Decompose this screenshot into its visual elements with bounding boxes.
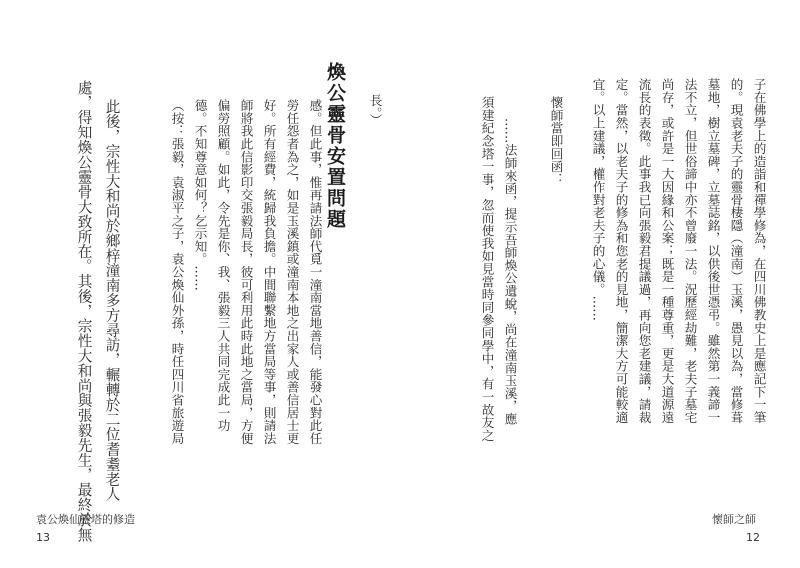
running-title: 袁公煥仙靈塔的修造 [36,513,135,526]
page-number: 12 [746,531,760,544]
reply-line-1: ……法師來函，提示吾師煥公遺蛻，尚在潼南玉溪，應 [502,118,518,426]
note-line-2: 德。不知尊意如何？乞示知。…… [192,99,208,291]
body-line-1: 此後，宗性大和尚於鄉梓潼南多方尋訪，輾轉於二位耆耋老人 [103,99,121,502]
text-line-3: 墓地，樹立墓碑，立墓誌銘，以供後世憑弔。雖然第一義諦一 [705,78,721,424]
text-line-8: 宜。以上建議，權作對老夫子的心儀。…… [590,78,606,322]
section-heading: 煥公靈骨安置問題 [324,62,346,230]
text-line-1: 子在佛學上的造詣和禪學修為，在四川佛教史上是應記下一筆 [751,78,767,424]
reply-line-2: 須建紀念塔一事，忽而使我如見當時同參同學中，有一故友之 [479,96,495,442]
text-line-6: 流長的表徵。此事我已向張毅君提議過，再向您老建議，請裁 [636,78,652,424]
text-line-4: 法不立，但世俗諦中亦不曾廢一法。況歷經劫難，老夫子墓宅 [682,78,698,424]
body-line-2: 處，得知煥公靈骨大致所在。其後，宗性大和尚與張毅先生，最終於無 [75,80,93,542]
note-line-4: 師將我此信影印交張毅局長，彼可利用此時此地之當局，方便 [238,99,254,445]
quote-end-line: 長。） [367,94,383,127]
text-line-2: 的。現袁老夫子的靈骨棲隱（潼南）玉溪，愚見以為，當修葺 [728,78,744,424]
note-line-3: 偏勞照顧。如此，令先是你、我、張毅三人共同完成此一功 [215,99,231,432]
running-title: 懷師之師 [712,513,756,526]
note-line-7: 感。但此事，惟再請法師代覓一潼南當地善信，能發心對此任 [307,99,323,445]
reply-intro: 懷師當即回函： [548,96,564,186]
right-page [400,0,800,568]
text-line-7: 定。當然，以老夫子的修為和您老的見地，簡潔大方可能較適 [613,78,629,424]
note-line-6: 勞任怨者為之，如是玉溪鎮或潼南本地之出家人或善信居士更 [284,99,300,445]
note-line-1: （按：張毅，袁淑平之子，袁公煥仙外孫，時任四川省旅遊局 [169,99,185,445]
note-line-5: 好。所有經費，統歸我負擔。中間聯繫地方當局等事，則請法 [261,99,277,445]
page-number: 13 [36,531,50,544]
text-line-5: 尚存，或許是一大因緣和公案；既是一種尊重，更是大道源遠 [659,78,675,424]
